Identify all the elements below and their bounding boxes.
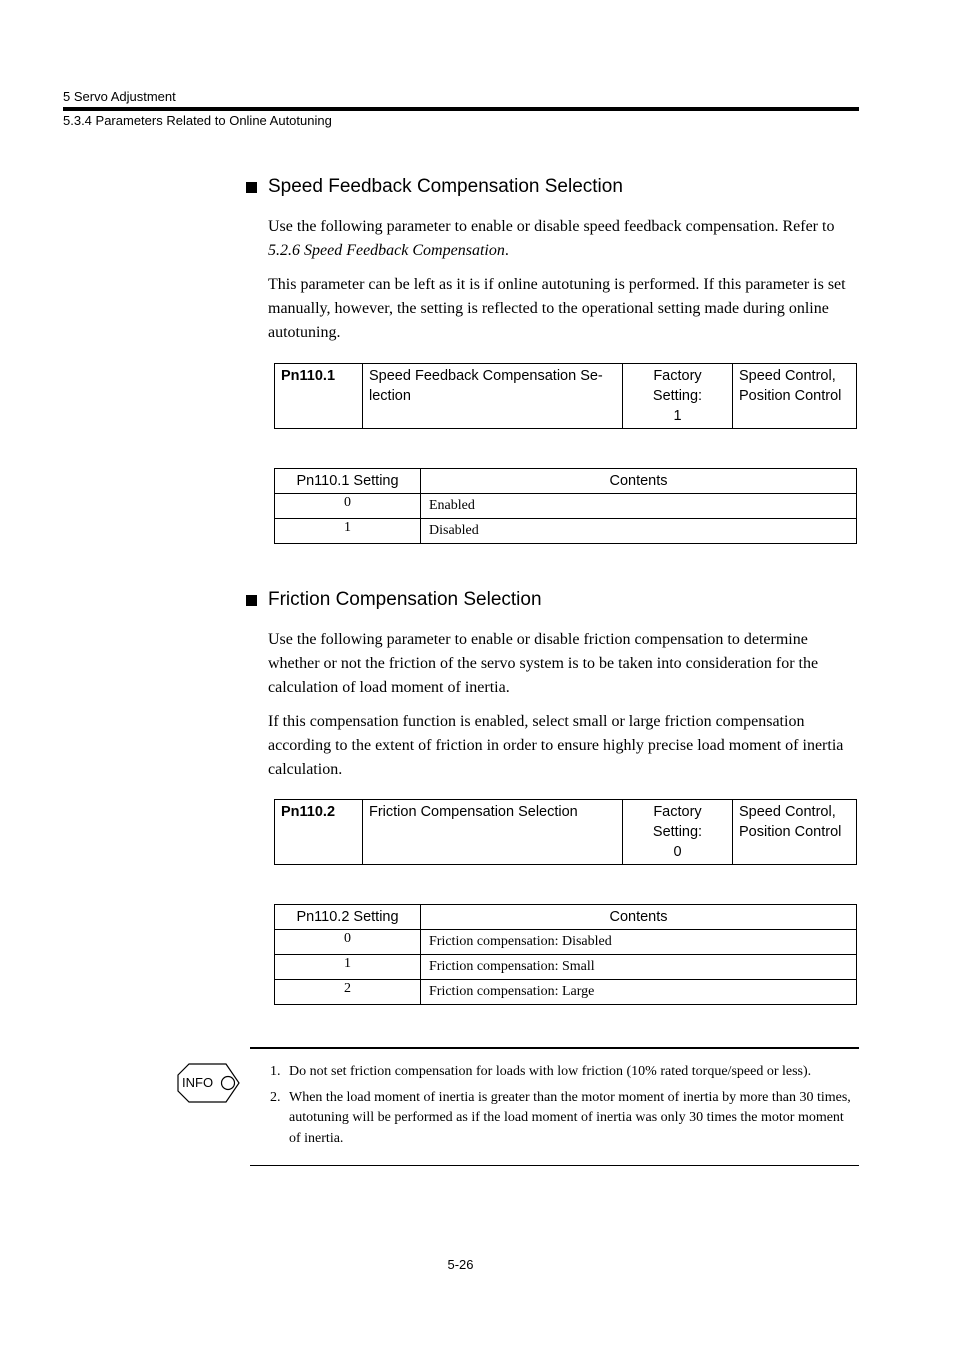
- parameter-table-pn110-1: [274, 363, 857, 429]
- factory-setting-label: Factory: [653, 368, 702, 384]
- table-row: [275, 519, 857, 544]
- control-mode: [733, 800, 857, 865]
- note-number: 2.: [270, 1089, 281, 1105]
- setting-contents: Friction compensation: Disabled: [421, 930, 857, 955]
- square-bullet-icon: [246, 182, 257, 193]
- control-mode-line: Speed Control,: [739, 368, 836, 384]
- list-item: [270, 1062, 855, 1083]
- friction-paragraph-1: Use the following parameter to enable or disable friction compensation to determine whether or not the friction of the servo system is to be taken into consideration for the calculation of load moment of inertia.: [268, 631, 819, 696]
- parameter-name-line: lection: [369, 388, 411, 404]
- setting-value: 2: [275, 980, 421, 1005]
- table-row: [275, 980, 857, 1005]
- info-bottom-rule: [250, 1165, 859, 1166]
- table-row: [275, 364, 857, 429]
- heading-speed-feedback-text: Speed Feedback Compensation Selection: [268, 176, 623, 197]
- heading-friction-text: Friction Compensation Selection: [268, 589, 542, 610]
- control-mode-line: Position Control: [739, 388, 842, 404]
- running-header-section: 5.3.4 Parameters Related to Online Autotuning: [63, 113, 332, 128]
- table-header-row: [275, 905, 857, 930]
- control-mode: [733, 364, 857, 429]
- page-number: 5-26: [447, 1257, 474, 1272]
- note-text: When the load moment of inertia is greater than the motor moment of inertia by more than 30 times, autotuning will be performed as if the load moment of inertia was only 30 times the motor moment of inertia.: [289, 1089, 851, 1146]
- factory-setting-label: Setting:: [652, 388, 703, 404]
- factory-setting-label: Setting:: [652, 824, 703, 840]
- paragraph-end: .: [504, 242, 509, 259]
- factory-setting: [623, 364, 733, 429]
- factory-setting-label: Factory: [653, 804, 702, 820]
- friction-paragraph-2: If this compensation function is enabled, select small or large friction compensation according to the extent of friction in order to ensure highly precise load moment of inertia calculation.: [268, 713, 844, 778]
- parameter-name: [363, 364, 623, 429]
- setting-value: 0: [275, 494, 421, 519]
- paragraph-text: Use the following parameter to enable or disable speed feedback compensation. Refer to: [268, 218, 835, 235]
- note-number: 1.: [270, 1064, 281, 1079]
- info-icon-label: INFO: [182, 1075, 214, 1090]
- parameter-number: Pn110.2: [275, 800, 363, 865]
- heading-friction: [246, 589, 542, 611]
- settings-table-pn110-2: [274, 904, 857, 1005]
- parameter-name: [363, 800, 623, 865]
- info-notes-list: [270, 1062, 855, 1154]
- running-header-chapter: 5 Servo Adjustment: [63, 89, 176, 104]
- column-header-contents: Contents: [421, 469, 857, 494]
- info-top-rule: [250, 1047, 859, 1049]
- table-row: [275, 955, 857, 980]
- setting-contents: Enabled: [421, 494, 857, 519]
- parameter-number: Pn110.1: [275, 364, 363, 429]
- parameter-table-pn110-2: [274, 799, 857, 865]
- control-mode-line: Position Control: [739, 824, 842, 840]
- note-text: Do not set friction compensation for loads with low friction (10% rated torque/speed or less).: [289, 1064, 812, 1079]
- column-header-contents: Contents: [421, 905, 857, 930]
- column-header-setting: Pn110.1 Setting: [275, 469, 421, 494]
- heading-speed-feedback: [246, 176, 623, 198]
- speed-feedback-paragraph-1: [268, 215, 860, 263]
- factory-setting: [623, 800, 733, 865]
- list-item: [270, 1088, 855, 1150]
- table-header-row: [275, 469, 857, 494]
- setting-value: 0: [275, 930, 421, 955]
- speed-feedback-paragraph-2: This parameter can be left as it is if online autotuning is performed. If this parameter is set manually, however, the setting is reflected to the operational setting made during online autotuning.: [268, 276, 846, 341]
- factory-setting-value: 0: [673, 844, 682, 860]
- settings-table-pn110-1: [274, 468, 857, 544]
- setting-value: 1: [275, 955, 421, 980]
- setting-contents: Disabled: [421, 519, 857, 544]
- parameter-name-line: Speed Feedback Compensation Se-: [369, 368, 603, 384]
- cross-reference-link[interactable]: 5.2.6 Speed Feedback Compensation: [268, 242, 505, 259]
- table-row: [275, 494, 857, 519]
- header-rule: [63, 107, 859, 111]
- column-header-setting: Pn110.2 Setting: [275, 905, 421, 930]
- table-row: [275, 930, 857, 955]
- setting-contents: Friction compensation: Large: [421, 980, 857, 1005]
- setting-contents: Friction compensation: Small: [421, 955, 857, 980]
- control-mode-line: Speed Control,: [739, 804, 836, 820]
- square-bullet-icon: [246, 595, 257, 606]
- table-row: [275, 800, 857, 865]
- factory-setting-value: 1: [673, 408, 682, 424]
- setting-value: 1: [275, 519, 421, 544]
- parameter-name-line: Friction Compensation Selection: [369, 804, 578, 820]
